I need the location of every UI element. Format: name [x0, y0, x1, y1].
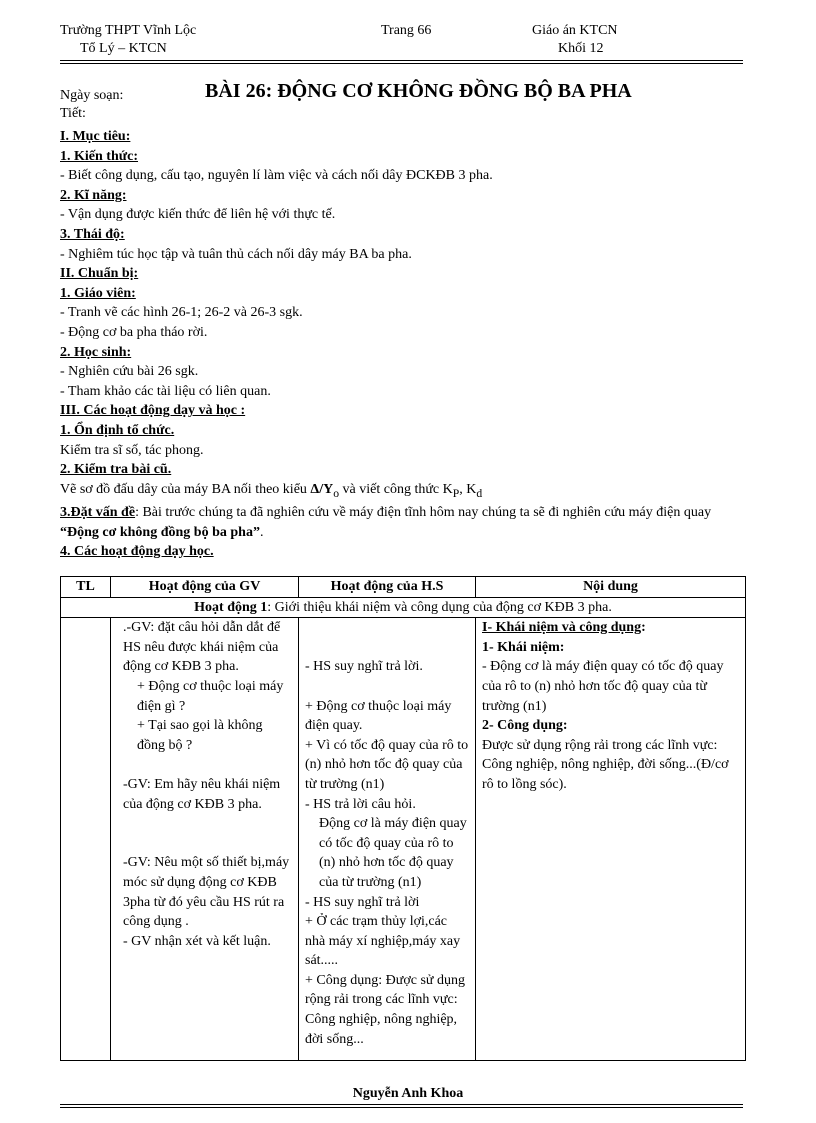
check-text-part: , K — [459, 481, 477, 497]
gv-line: + Động cơ thuộc loại máy điện gì ? — [137, 678, 284, 714]
header-content: Nội dung — [476, 577, 746, 598]
hs-line — [305, 638, 469, 658]
header-hs: Hoạt động của H.S — [299, 577, 476, 598]
check-heading: 2. Kiểm tra bài cũ. — [60, 462, 172, 478]
teacher-item: - Động cơ ba pha tháo rời. — [60, 324, 208, 340]
activity-row — [61, 597, 746, 618]
check-formula: Δ/Y — [310, 481, 334, 497]
gv-line: - GV nhận xét và kết luận. — [123, 933, 271, 949]
check-kd-sub: d — [476, 486, 483, 500]
hs-line: - HS suy nghĩ trả lời — [305, 894, 420, 910]
concept-text: - Động cơ là máy điện quay có tốc độ quay của rô to (n) nhỏ hơn tốc độ quay của từ trường (n1) — [482, 659, 724, 714]
gv-line: .-GV: đặt câu hỏi dẫn dắt để HS nêu được khái niệm của động cơ KĐB 3 pha. — [123, 620, 281, 675]
teaching-heading: 4. Các hoạt động dạy học. — [60, 544, 214, 560]
problem-bold: “Động cơ không đồng bộ ba pha” — [60, 524, 260, 540]
objectives-heading: I. Mục tiêu: — [60, 129, 131, 144]
header-doc-type: Giáo án KTCN — [532, 23, 618, 38]
hs-line: + Ở các trạm thủy lợi,các nhà máy xí nghiệp,máy xay sát..... — [305, 914, 461, 969]
skills-text: - Vận dụng được kiến thức để liên hệ với thực tế. — [60, 207, 336, 223]
lesson-title: BÀI 26: ĐỘNG CƠ KHÔNG ĐỒNG BỘ BA PHA — [205, 80, 632, 102]
class-text: Kiểm tra sĩ số, tác phong. — [60, 442, 204, 458]
gv-line: -GV: Em hãy nêu khái niệm của động cơ KĐB 3 pha. — [123, 776, 281, 812]
check-text-part: và viết công thức K — [339, 481, 453, 497]
header-gv: Hoạt động của GV — [111, 577, 299, 598]
cell-gv — [111, 618, 299, 1061]
period-label: Tiết: — [60, 106, 86, 121]
activities-heading: III. Các hoạt động dạy và học : — [60, 403, 246, 419]
lesson-plan-table — [60, 576, 746, 1061]
cell-content — [476, 618, 746, 1061]
hs-line: + Công dụng: Được sử dụng rộng rải trong các lĩnh vực: Công nghiệp, nông nghiệp, đời sống... — [305, 972, 465, 1047]
cell-tl — [61, 618, 111, 1061]
knowledge-text: - Biết công dụng, cấu tạo, nguyên lí làm việc và cách nối dây ĐCKĐB 3 pha. — [60, 168, 493, 184]
gv-line: + Tại sao gọi là không đồng bộ ? — [137, 718, 263, 753]
header-department: Tổ Lý – KTCN — [80, 41, 167, 56]
header-rule — [60, 60, 743, 61]
gv-line: -GV: Nêu một số thiết bị,máy móc sử dụng động cơ KĐB 3pha từ đó yêu cầu HS rút ra công dụng . — [123, 855, 290, 930]
header-grade: Khối 12 — [558, 41, 604, 56]
problem-text: : Bài trước chúng ta đã nghiên cứu về máy điện tĩnh hôm nay chúng ta sẽ đi nghiên cứu máy điện quay — [135, 505, 712, 521]
header-rule-2 — [60, 63, 743, 64]
use-text: Được sử dụng rộng rải trong các lĩnh vực: Công nghiệp, nông nghiệp, đời sống...(Đ/cơ rô to lồng sóc). — [482, 737, 729, 792]
gv-line — [123, 834, 292, 854]
student-heading: 2. Học sinh: — [60, 344, 132, 360]
attitude-heading: 3. Thái độ: — [60, 226, 125, 242]
skills-heading: 2. Kĩ năng: — [60, 187, 127, 203]
use-heading: 2- Công dụng: — [482, 718, 568, 734]
header-page-number: Trang 66 — [381, 23, 432, 38]
check-text-part: Vẽ sơ đồ đấu dây của máy BA nối theo kiểu — [60, 481, 311, 497]
content-title-line — [482, 618, 739, 638]
preparation-heading: II. Chuẩn bị: — [60, 266, 139, 282]
teacher-heading: 1. Giáo viên: — [60, 285, 136, 301]
header-school: Trường THPT Vĩnh Lộc — [60, 23, 197, 38]
hs-line: Động cơ là máy điện quay có tốc độ quay của rô to (n) nhỏ hơn tốc độ quay của từ trường (n1) — [319, 816, 467, 890]
knowledge-heading: 1. Kiến thức: — [60, 148, 139, 164]
activity-label: Hoạt động 1 — [194, 599, 268, 615]
activity-cell — [61, 597, 746, 618]
content-title-colon: : — [641, 620, 646, 636]
problem-statement — [60, 503, 750, 542]
student-item: - Nghiên cứu bài 26 sgk. — [60, 364, 199, 380]
footer-rule — [60, 1104, 743, 1105]
teacher-item: - Tranh vẽ các hình 26-1; 26-2 và 26-3 sgk. — [60, 305, 303, 321]
hs-line: + Động cơ thuộc loại máy điện quay. — [305, 698, 452, 734]
lesson-body — [60, 127, 750, 562]
problem-end: . — [259, 524, 264, 540]
check-text — [60, 480, 750, 503]
gv-line — [123, 814, 292, 834]
hs-line: - HS trả lời câu hỏi. — [305, 796, 416, 812]
content-title: I- Khái niệm và công dụng — [482, 620, 642, 636]
check-formula-sub: o — [333, 486, 340, 500]
table-header-row — [61, 577, 746, 598]
check-kp-sub: P — [452, 486, 460, 500]
footer-author: Nguyễn Anh Khoa — [352, 1086, 464, 1101]
problem-heading: 3.Đặt vấn đề — [60, 505, 136, 521]
hs-line: + Vì có tốc độ quay của rô to (n) nhỏ hơn tốc độ quay của từ trường (n1) — [305, 737, 469, 792]
attitude-text: - Nghiêm túc học tập và tuân thủ cách nối dây máy BA ba pha. — [60, 246, 412, 262]
concept-heading: 1- Khái niệm: — [482, 639, 565, 655]
hs-line — [305, 677, 469, 697]
gv-line — [123, 755, 292, 775]
activity-text: : Giới thiệu khái niệm và công dụng của động cơ KĐB 3 pha. — [267, 599, 612, 615]
student-item: - Tham khảo các tài liệu có liên quan. — [60, 383, 271, 399]
header-tl: TL — [61, 577, 111, 598]
hs-line — [305, 618, 469, 638]
footer-rule-2 — [60, 1107, 743, 1108]
cell-hs — [299, 618, 476, 1061]
date-label: Ngày soạn: — [60, 88, 124, 103]
hs-line: - HS suy nghĩ trả lời. — [305, 659, 423, 675]
table-row — [61, 618, 746, 1061]
class-heading: 1. Ổn định tổ chức. — [60, 422, 175, 438]
